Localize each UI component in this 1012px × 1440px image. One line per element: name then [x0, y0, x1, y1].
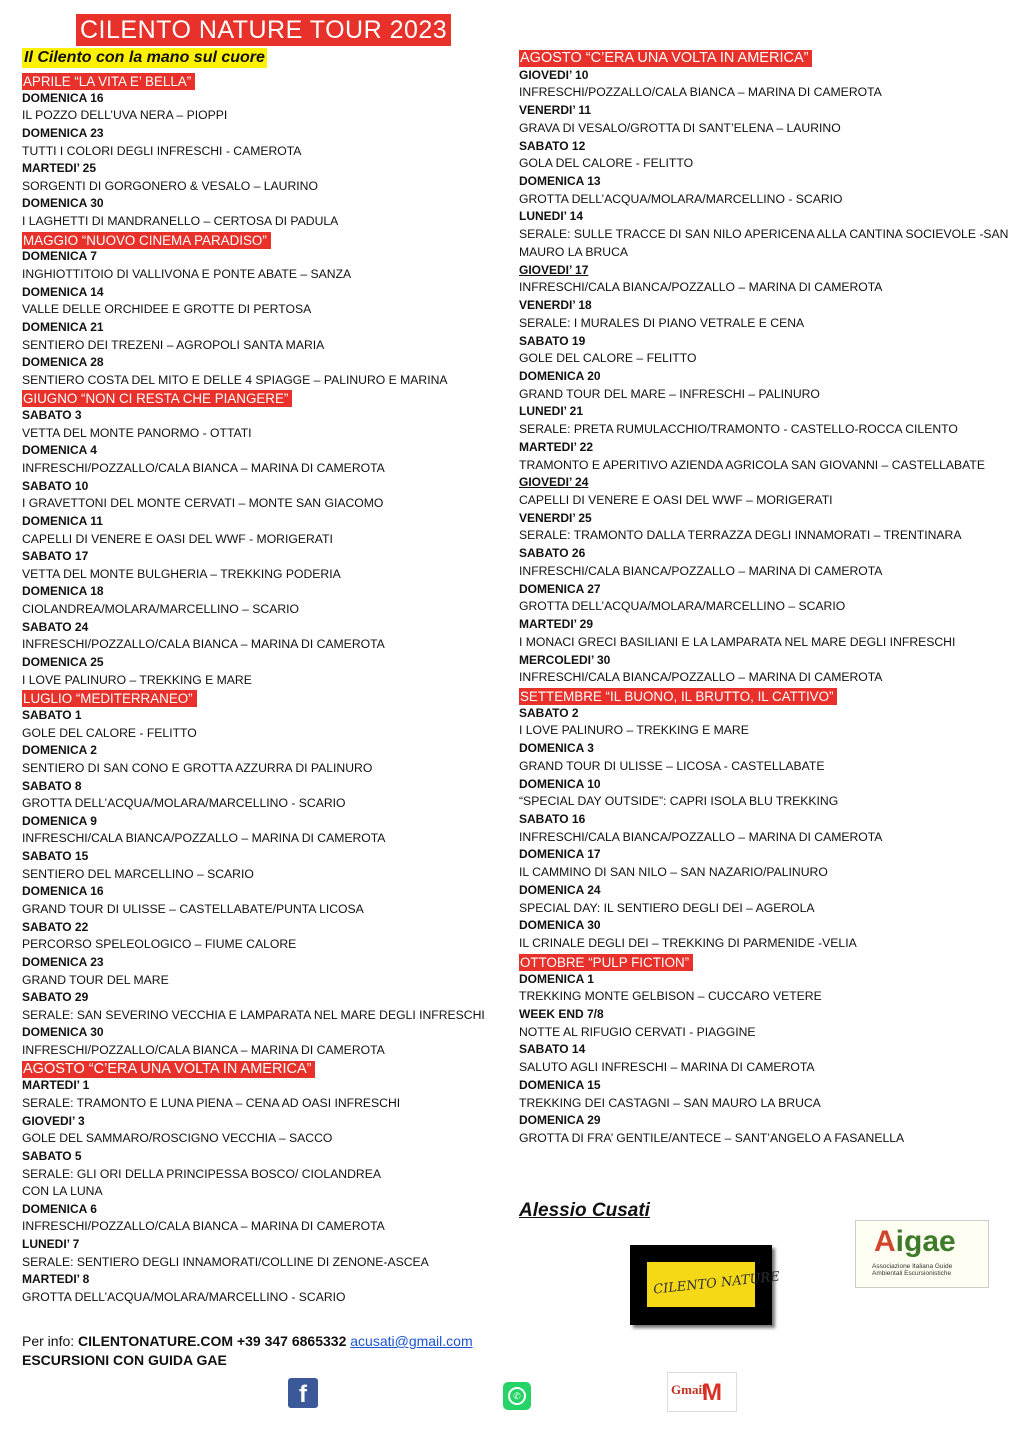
contact-line [22, 1332, 473, 1351]
page-subtitle: Il Cilento con la mano sul cuore [24, 49, 265, 66]
day-label: DOMENICA 16 [22, 884, 104, 898]
excursion-description: VETTA DEL MONTE PANORMO - OTTATI [22, 426, 252, 440]
month-header: APRILE “LA VITA E’ BELLA” [22, 73, 195, 90]
excursion-description: CAPELLI DI VENERE E OASI DEL WWF - MORIGERATI [22, 532, 333, 546]
day-label: DOMENICA 29 [519, 1113, 601, 1127]
excursion-description: SENTIERO DI SAN CONO E GROTTA AZZURRA DI PALINURO [22, 761, 373, 775]
excursion-description: PERCORSO SPELEOLOGICO – FIUME CALORE [22, 937, 297, 951]
day-label: DOMENICA 24 [519, 883, 601, 897]
day-label: MARTEDI’ 25 [22, 161, 97, 175]
excursion-description: SPECIAL DAY: IL SENTIERO DEGLI DEI – AGEROLA [519, 901, 815, 915]
day-label: GIOVEDI’ 3 [22, 1114, 85, 1128]
excursion-description: INGHIOTTITOIO DI VALLIVONA E PONTE ABATE – SANZA [22, 267, 352, 281]
day-label: GIOVEDI’ 24 [519, 475, 589, 489]
day-label: VENERDI’ 11 [519, 103, 592, 117]
excursion-description: GOLE DEL SAMMARO/ROSCIGNO VECCHIA – SACCO [22, 1131, 333, 1145]
excursion-description: I LOVE PALINURO – TREKKING E MARE [22, 673, 252, 687]
logo-plate [647, 1262, 781, 1307]
excursion-description: SERALE: SAN SEVERINO VECCHIA E LAMPARATA NEL MARE DEGLI INFRESCHI [22, 1008, 485, 1022]
month-header: AGOSTO “C’ERA UNA VOLTA IN AMERICA” [22, 1061, 315, 1078]
day-label: LUNEDI’ 21 [519, 404, 584, 418]
day-label: SABATO 10 [22, 479, 89, 493]
excursion-description: GROTTA DELL’ACQUA/MOLARA/MARCELLINO - SCARIO [22, 796, 346, 810]
page-title: CILENTO NATURE TOUR 2023 [76, 14, 451, 46]
excursion-description: INFRESCHI/CALA BIANCA/POZZALLO – MARINA DI CAMEROTA [519, 280, 883, 294]
aigae-logo [855, 1220, 989, 1288]
excursion-description: CON LA LUNA [22, 1184, 103, 1198]
gmail-icon[interactable]: Gmail M [667, 1372, 737, 1412]
day-label: DOMENICA 16 [22, 91, 104, 105]
month-header: OTTOBRE “PULP FICTION” [519, 954, 693, 971]
aigae-subtitle: Associazione Italiana Guide Ambientali Escursionistiche [872, 1263, 953, 1277]
day-label: MARTEDI’ 1 [22, 1078, 90, 1092]
month-header: GIUGNO “NON CI RESTA CHE PIANGERE” [22, 390, 292, 407]
facebook-icon[interactable]: f [288, 1378, 318, 1408]
day-label: WEEK END 7/8 [519, 1007, 604, 1021]
day-label: MARTEDI’ 22 [519, 440, 594, 454]
excursion-description: GOLE DEL CALORE – FELITTO [519, 351, 697, 365]
excursion-description: GRAND TOUR DEL MARE [22, 973, 169, 987]
day-label: SABATO 19 [519, 334, 586, 348]
day-label: MARTEDI’ 29 [519, 617, 594, 631]
day-label: DOMENICA 6 [22, 1202, 97, 1216]
excursion-description: VALLE DELLE ORCHIDEE E GROTTE DI PERTOSA [22, 302, 312, 316]
excursion-description: GRAND TOUR DI ULISSE – LICOSA - CASTELLABATE [519, 759, 825, 773]
excursion-description: GRAVA DI VESALO/GROTTA DI SANT’ELENA – LAURINO [519, 121, 841, 135]
day-label: DOMENICA 13 [519, 174, 601, 188]
day-label: SABATO 29 [22, 990, 89, 1004]
day-label: SABATO 8 [22, 779, 82, 793]
excursion-description: INFRESCHI/CALA BIANCA/POZZALLO – MARINA DI CAMEROTA [519, 670, 883, 684]
day-label: DOMENICA 30 [22, 196, 104, 210]
excursion-description: GOLA DEL CALORE - FELITTO [519, 156, 694, 170]
day-label: LUNEDI’ 7 [22, 1237, 80, 1251]
day-label: DOMENICA 18 [22, 584, 104, 598]
day-label: LUNEDI’ 14 [519, 209, 584, 223]
day-label: SABATO 26 [519, 546, 586, 560]
day-label: DOMENICA 17 [519, 847, 601, 861]
day-label: SABATO 16 [519, 812, 586, 826]
day-label: SABATO 24 [22, 620, 89, 634]
day-label: VENERDI’ 18 [519, 298, 592, 312]
day-label: DOMENICA 23 [22, 955, 104, 969]
excursion-description: SERALE: I MURALES DI PIANO VETRALE E CENA [519, 316, 805, 330]
excursion-description: NOTTE AL RIFUGIO CERVATI - PIAGGINE [519, 1025, 756, 1039]
author-signature: Alessio Cusati [519, 1200, 650, 1221]
day-label: MARTEDI’ 8 [22, 1272, 90, 1286]
guide-note: ESCURSIONI CON GUIDA GAE [22, 1352, 227, 1368]
month-header: MAGGIO “NUOVO CINEMA PARADISO” [22, 232, 271, 249]
excursion-description: I LOVE PALINURO – TREKKING E MARE [519, 723, 749, 737]
day-label: SABATO 22 [22, 920, 89, 934]
day-label: SABATO 17 [22, 549, 89, 563]
excursion-description: TREKKING MONTE GELBISON – CUCCARO VETERE [519, 989, 822, 1003]
excursion-description: CAPELLI DI VENERE E OASI DEL WWF – MORIGERATI [519, 493, 833, 507]
whatsapp-icon[interactable]: ✆ [503, 1382, 531, 1410]
excursion-description: SERALE: SULLE TRACCE DI SAN NILO APERICENA ALLA CANTINA SOCIEVOLE -SAN [519, 227, 1009, 241]
excursion-description: SENTIERO DEI TREZENI – AGROPOLI SANTA MARIA [22, 338, 325, 352]
excursion-description: I MONACI GRECI BASILIANI E LA LAMPARATA NEL MARE DEGLI INFRESCHI [519, 635, 956, 649]
day-label: DOMENICA 30 [22, 1025, 104, 1039]
excursion-description: GRAND TOUR DEL MARE – INFRESCHI – PALINURO [519, 387, 820, 401]
excursion-description: SERALE: GLI ORI DELLA PRINCIPESSA BOSCO/ CIOLANDREA [22, 1167, 381, 1181]
day-label: DOMENICA 3 [519, 741, 594, 755]
excursion-description: TUTTI I COLORI DEGLI INFRESCHI - CAMEROTA [22, 144, 302, 158]
excursion-description: SENTIERO COSTA DEL MITO E DELLE 4 SPIAGGE – PALINURO E MARINA [22, 373, 448, 387]
excursion-description: INFRESCHI/POZZALLO/CALA BIANCA – MARINA DI CAMEROTA [22, 637, 385, 651]
day-label: DOMENICA 15 [519, 1078, 601, 1092]
day-label: VENERDI’ 25 [519, 511, 592, 525]
day-label: DOMENICA 1 [519, 972, 594, 986]
excursion-description: TREKKING DEI CASTAGNI – SAN MAURO LA BRUCA [519, 1096, 821, 1110]
day-label: SABATO 12 [519, 139, 586, 153]
day-label: DOMENICA 30 [519, 918, 601, 932]
excursion-description: VETTA DEL MONTE BULGHERIA – TREKKING PODERIA [22, 567, 341, 581]
excursion-description: INFRESCHI/POZZALLO/CALA BIANCA – MARINA DI CAMEROTA [22, 1219, 385, 1233]
excursion-description: INFRESCHI/CALA BIANCA/POZZALLO – MARINA DI CAMEROTA [519, 830, 883, 844]
excursion-description: GROTTA DI FRA’ GENTILE/ANTECE – SANT’ANGELO A FASANELLA [519, 1131, 905, 1145]
month-header: AGOSTO “C’ERA UNA VOLTA IN AMERICA” [519, 50, 812, 67]
excursion-description: IL CRINALE DEGLI DEI – TREKKING DI PARMENIDE -VELIA [519, 936, 857, 950]
excursion-description: I GRAVETTONI DEL MONTE CERVATI – MONTE SAN GIACOMO [22, 496, 384, 510]
email-link[interactable]: acusati@gmail.com [350, 1333, 473, 1349]
day-label: DOMENICA 28 [22, 355, 104, 369]
excursion-description: TRAMONTO E APERITIVO AZIENDA AGRICOLA SAN GIOVANNI – CASTELLABATE [519, 458, 985, 472]
day-label: SABATO 1 [22, 708, 82, 722]
day-label: DOMENICA 10 [519, 777, 601, 791]
aigae-name: Aigae [874, 1225, 956, 1258]
info-label: Per info: [22, 1333, 75, 1349]
day-label: SABATO 15 [22, 849, 89, 863]
day-label: DOMENICA 9 [22, 814, 97, 828]
excursion-description: INFRESCHI/POZZALLO/CALA BIANCA – MARINA DI CAMEROTA [22, 461, 385, 475]
day-label: DOMENICA 7 [22, 249, 97, 263]
day-label: SABATO 5 [22, 1149, 82, 1163]
day-label: DOMENICA 23 [22, 126, 104, 140]
excursion-description: SALUTO AGLI INFRESCHI – MARINA DI CAMEROTA [519, 1060, 815, 1074]
excursion-description: GROTTA DELL’ACQUA/MOLARA/MARCELLINO – SCARIO [519, 599, 846, 613]
excursion-description: SERALE: TRAMONTO E LUNA PIENA – CENA AD OASI INFRESCHI [22, 1096, 401, 1110]
excursion-description: INFRESCHI/CALA BIANCA/POZZALLO – MARINA DI CAMEROTA [519, 564, 883, 578]
website-text: CILENTONATURE.COM [78, 1333, 234, 1349]
excursion-description: GROTTA DELL’ACQUA/MOLARA/MARCELLINO - SCARIO [22, 1290, 346, 1304]
excursion-description: GROTTA DELL’ACQUA/MOLARA/MARCELLINO - SCARIO [519, 192, 843, 206]
day-label: DOMENICA 20 [519, 369, 601, 383]
excursion-description: SENTIERO DEL MARCELLINO – SCARIO [22, 867, 254, 881]
day-label: MERCOLEDI’ 30 [519, 653, 611, 667]
excursion-description: INFRESCHI/POZZALLO/CALA BIANCA – MARINA DI CAMEROTA [22, 1043, 385, 1057]
excursion-description: GRAND TOUR DI ULISSE – CASTELLABATE/PUNTA LICOSA [22, 902, 364, 916]
day-label: GIOVEDI’ 17 [519, 263, 589, 277]
logo-text: CILENTO NATURE [652, 1269, 781, 1298]
day-label: DOMENICA 25 [22, 655, 104, 669]
excursion-description: IL POZZO DELL’UVA NERA – PIOPPI [22, 108, 228, 122]
day-label: DOMENICA 27 [519, 582, 601, 596]
day-label: SABATO 3 [22, 408, 82, 422]
excursion-description: SERALE: SENTIERO DEGLI INNAMORATI/COLLINE DI ZENONE-ASCEA [22, 1255, 429, 1269]
excursion-description: I LAGHETTI DI MANDRANELLO – CERTOSA DI PADULA [22, 214, 339, 228]
excursion-description: INFRESCHI/CALA BIANCA/POZZALLO – MARINA DI CAMEROTA [22, 831, 386, 845]
contact-footer [22, 1332, 473, 1370]
excursion-description: SERALE: TRAMONTO DALLA TERRAZZA DEGLI INNAMORATI – TRENTINARA [519, 528, 962, 542]
excursion-description: IL CAMMINO DI SAN NILO – SAN NAZARIO/PALINURO [519, 865, 828, 879]
excursion-description: GOLE DEL CALORE - FELITTO [22, 726, 197, 740]
cilento-nature-logo [630, 1245, 781, 1325]
day-label: DOMENICA 2 [22, 743, 97, 757]
day-label: DOMENICA 14 [22, 285, 104, 299]
day-label: SABATO 14 [519, 1042, 586, 1056]
excursion-description: INFRESCHI/POZZALLO/CALA BIANCA – MARINA DI CAMEROTA [519, 85, 882, 99]
excursion-description: “SPECIAL DAY OUTSIDE”: CAPRI ISOLA BLU TREKKING [519, 794, 839, 808]
month-header: SETTEMBRE “IL BUONO, IL BRUTTO, IL CATTIVO” [519, 688, 837, 705]
excursion-description: CIOLANDREA/MOLARA/MARCELLINO – SCARIO [22, 602, 299, 616]
day-label: DOMENICA 11 [22, 514, 103, 528]
excursion-description: MAURO LA BRUCA [519, 245, 629, 259]
day-label: DOMENICA 4 [22, 443, 97, 457]
phone-number: +39 347 6865332 [236, 1333, 347, 1349]
excursion-description: SERALE: PRETA RUMULACCHIO/TRAMONTO - CASTELLO-ROCCA CILENTO [519, 422, 958, 436]
excursion-description: SORGENTI DI GORGONERO & VESALO – LAURINO [22, 179, 318, 193]
month-header: LUGLIO “MEDITERRANEO” [22, 690, 197, 707]
day-label: SABATO 2 [519, 706, 579, 720]
day-label: GIOVEDI’ 10 [519, 68, 589, 82]
day-label: DOMENICA 21 [22, 320, 104, 334]
